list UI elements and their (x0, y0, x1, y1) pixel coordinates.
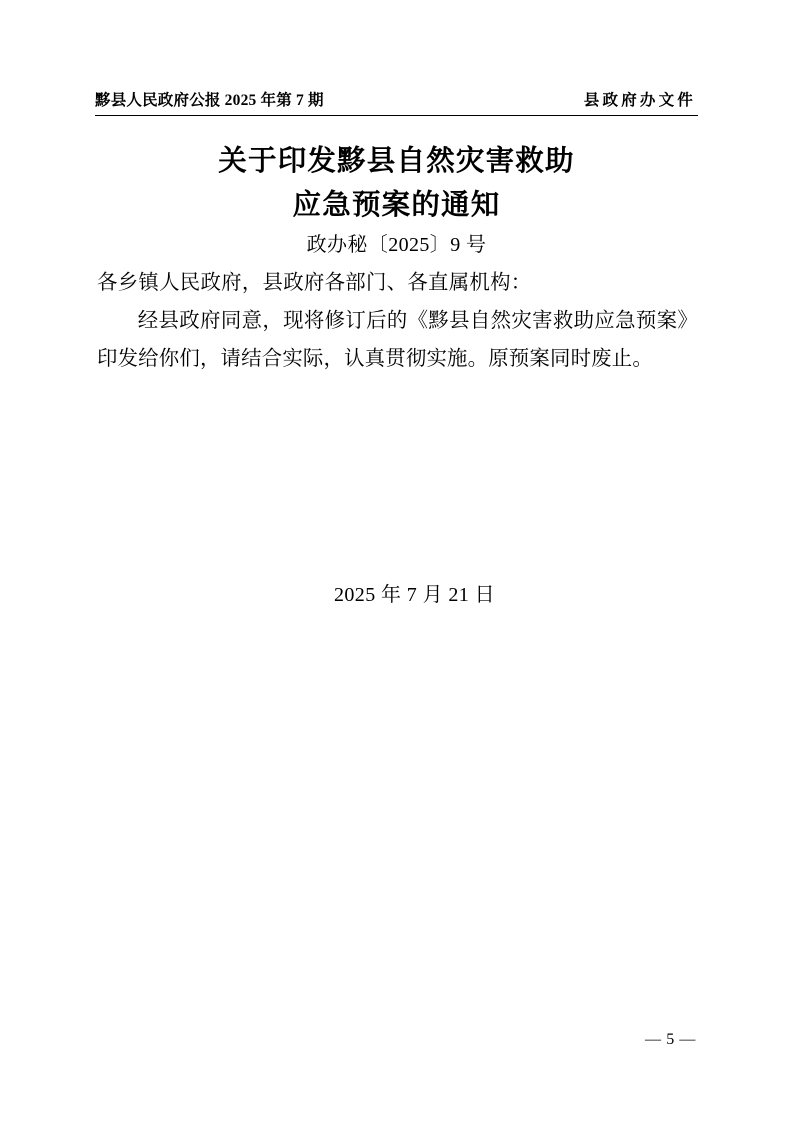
document-number: 政办秘〔2025〕9 号 (306, 234, 487, 256)
page-title (95, 140, 698, 228)
signature-block (95, 578, 698, 607)
body-salutation: 各乡镇人民政府，县政府各部门、各直属机构： (97, 272, 532, 294)
page-number: — 5 — (645, 1031, 696, 1048)
document-body (97, 264, 698, 378)
running-head-rule (95, 115, 698, 116)
signature-date: 2025 年 7 月 21 日 (334, 584, 495, 606)
page-title-line-2: 应急预案的通知 (292, 190, 501, 221)
page-title-line-1: 关于印发黟县自然灾害救助 (218, 146, 575, 177)
running-head (95, 88, 698, 122)
body-paragraph-1: 经县政府同意，现将修订后的《黟县自然灾害救助应急预案》印发给你们，请结合实际，认真贯彻实施。原预案同时废止。 (97, 310, 698, 370)
running-head-right: 县政府办文件 (583, 92, 696, 109)
running-head-row (95, 88, 698, 115)
running-head-left: 黟县人民政府公报 2025 年第 7 期 (95, 92, 324, 109)
